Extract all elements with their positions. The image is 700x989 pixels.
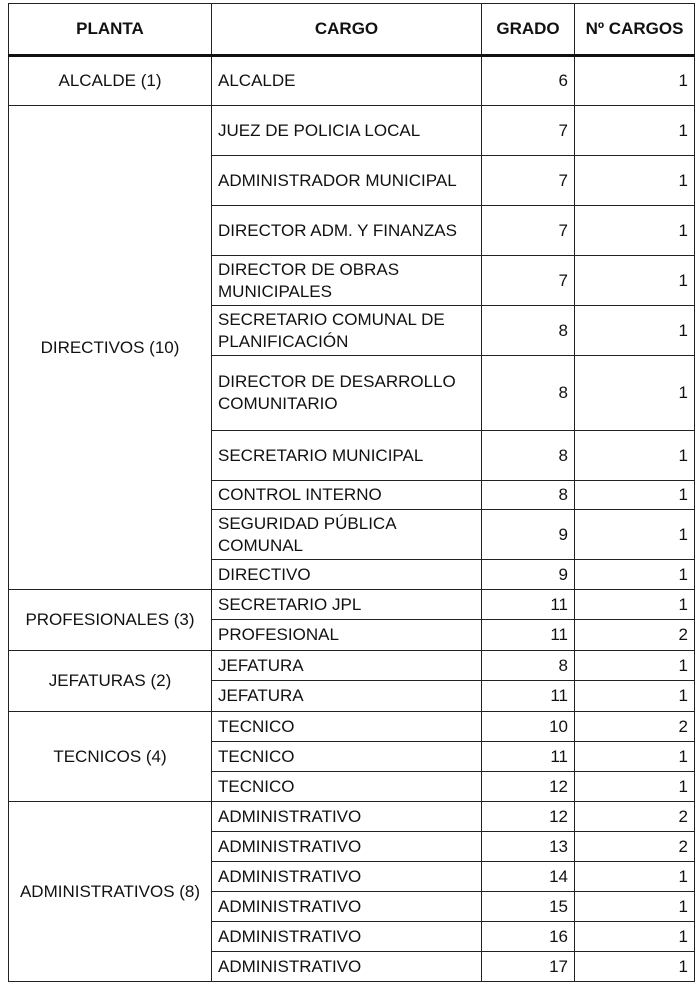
n-cargos-cell: 1 — [575, 742, 695, 772]
cargo-cell: SECRETARIO MUNICIPAL — [212, 431, 482, 481]
n-cargos-cell: 2 — [575, 832, 695, 862]
cargo-cell: DIRECTOR DE OBRAS MUNICIPALES — [212, 256, 482, 306]
cargo-cell: ALCALDE — [212, 56, 482, 106]
cargo-cell: ADMINISTRATIVO — [212, 952, 482, 982]
header-cargo: CARGO — [212, 4, 482, 56]
planta-group-label: ADMINISTRATIVOS (8) — [9, 802, 212, 982]
n-cargos-cell: 2 — [575, 802, 695, 832]
grado-cell: 15 — [482, 892, 575, 922]
n-cargos-cell: 1 — [575, 481, 695, 510]
grado-cell: 12 — [482, 802, 575, 832]
table-row — [9, 712, 695, 742]
n-cargos-cell: 1 — [575, 56, 695, 106]
planta-group-label: ALCALDE (1) — [9, 56, 212, 106]
cargo-cell: TECNICO — [212, 772, 482, 802]
n-cargos-cell: 2 — [575, 620, 695, 651]
n-cargos-cell: 2 — [575, 712, 695, 742]
table-row — [9, 651, 695, 681]
grado-cell: 11 — [482, 742, 575, 772]
grado-cell: 10 — [482, 712, 575, 742]
cargo-cell: TECNICO — [212, 712, 482, 742]
n-cargos-cell: 1 — [575, 206, 695, 256]
grado-cell: 8 — [482, 431, 575, 481]
grado-cell: 11 — [482, 681, 575, 712]
planta-group-label: TECNICOS (4) — [9, 712, 212, 802]
n-cargos-cell: 1 — [575, 106, 695, 156]
n-cargos-cell: 1 — [575, 681, 695, 712]
n-cargos-cell: 1 — [575, 862, 695, 892]
cargo-cell: JUEZ DE POLICIA LOCAL — [212, 106, 482, 156]
table-header — [9, 4, 695, 56]
grado-cell: 7 — [482, 156, 575, 206]
grado-cell: 11 — [482, 620, 575, 651]
grado-cell: 8 — [482, 651, 575, 681]
cargo-cell: JEFATURA — [212, 681, 482, 712]
planta-group-label: DIRECTIVOS (10) — [9, 106, 212, 590]
grado-cell: 12 — [482, 772, 575, 802]
table-row — [9, 56, 695, 106]
cargo-cell: CONTROL INTERNO — [212, 481, 482, 510]
header-n-cargos: Nº CARGOS — [575, 4, 695, 56]
grado-cell: 13 — [482, 832, 575, 862]
header-grado: GRADO — [482, 4, 575, 56]
cargo-cell: DIRECTOR DE DESARROLLO COMUNITARIO — [212, 356, 482, 431]
cargo-cell: SEGURIDAD PÚBLICA COMUNAL — [212, 510, 482, 560]
cargo-cell: JEFATURA — [212, 651, 482, 681]
n-cargos-cell: 1 — [575, 922, 695, 952]
n-cargos-cell: 1 — [575, 510, 695, 560]
cargo-cell: DIRECTOR ADM. Y FINANZAS — [212, 206, 482, 256]
n-cargos-cell: 1 — [575, 306, 695, 356]
grado-cell: 14 — [482, 862, 575, 892]
grado-cell: 11 — [482, 590, 575, 620]
header-planta: PLANTA — [9, 4, 212, 56]
planta-group-label: JEFATURAS (2) — [9, 651, 212, 712]
staff-table — [8, 3, 695, 982]
n-cargos-cell: 1 — [575, 356, 695, 431]
cargo-cell: SECRETARIO COMUNAL DE PLANIFICACIÓN — [212, 306, 482, 356]
grado-cell: 8 — [482, 356, 575, 431]
cargo-cell: ADMINISTRATIVO — [212, 832, 482, 862]
grado-cell: 7 — [482, 256, 575, 306]
grado-cell: 6 — [482, 56, 575, 106]
cargo-cell: ADMINISTRATIVO — [212, 922, 482, 952]
cargo-cell: ADMINISTRATIVO — [212, 862, 482, 892]
n-cargos-cell: 1 — [575, 772, 695, 802]
n-cargos-cell: 1 — [575, 952, 695, 982]
table-row — [9, 590, 695, 620]
n-cargos-cell: 1 — [575, 431, 695, 481]
grado-cell: 8 — [482, 481, 575, 510]
table-row — [9, 802, 695, 832]
grado-cell: 9 — [482, 510, 575, 560]
n-cargos-cell: 1 — [575, 156, 695, 206]
cargo-cell: PROFESIONAL — [212, 620, 482, 651]
header-row — [9, 4, 695, 56]
n-cargos-cell: 1 — [575, 651, 695, 681]
grado-cell: 7 — [482, 106, 575, 156]
n-cargos-cell: 1 — [575, 892, 695, 922]
cargo-cell: TECNICO — [212, 742, 482, 772]
cargo-cell: ADMINISTRATIVO — [212, 802, 482, 832]
n-cargos-cell: 1 — [575, 560, 695, 590]
n-cargos-cell: 1 — [575, 590, 695, 620]
grado-cell: 16 — [482, 922, 575, 952]
cargo-cell: ADMINISTRADOR MUNICIPAL — [212, 156, 482, 206]
grado-cell: 17 — [482, 952, 575, 982]
grado-cell: 7 — [482, 206, 575, 256]
cargo-cell: ADMINISTRATIVO — [212, 892, 482, 922]
n-cargos-cell: 1 — [575, 256, 695, 306]
grado-cell: 9 — [482, 560, 575, 590]
cargo-cell: SECRETARIO JPL — [212, 590, 482, 620]
table-row — [9, 106, 695, 156]
cargo-cell: DIRECTIVO — [212, 560, 482, 590]
table-body — [9, 56, 695, 982]
planta-group-label: PROFESIONALES (3) — [9, 590, 212, 651]
grado-cell: 8 — [482, 306, 575, 356]
